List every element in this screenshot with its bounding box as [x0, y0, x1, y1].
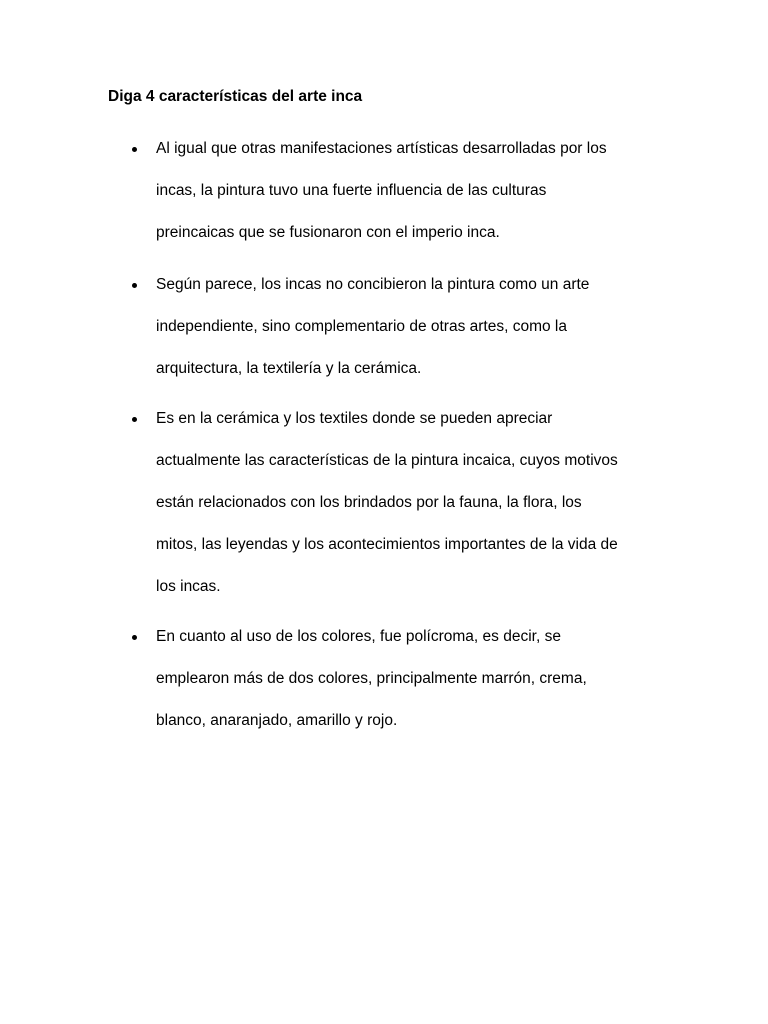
bullet-dot-icon [132, 635, 137, 640]
bullet-text-line: mitos, las leyendas y los acontecimientos importantes de la vida de [156, 536, 618, 553]
bullet-text-line: emplearon más de dos colores, principalmente marrón, crema, [156, 670, 587, 687]
document-heading: Diga 4 características del arte inca [108, 88, 363, 105]
bullet-text-line: independiente, sino complementario de otras artes, como la [156, 318, 567, 335]
bullet-dot-icon [132, 417, 137, 422]
bullet-text-line: En cuanto al uso de los colores, fue polícroma, es decir, se [156, 628, 561, 645]
bullet-text-line: están relacionados con los brindados por la fauna, la flora, los [156, 494, 582, 511]
bullet-text-line: incas, la pintura tuvo una fuerte influencia de las culturas [156, 182, 547, 199]
bullet-text-line: los incas. [156, 578, 221, 595]
bullet-text-line: Es en la cerámica y los textiles donde se pueden apreciar [156, 410, 553, 427]
bullet-text-line: Al igual que otras manifestaciones artísticas desarrolladas por los [156, 140, 607, 157]
bullet-text-line: arquitectura, la textilería y la cerámica. [156, 360, 422, 377]
bullet-text-line: actualmente las características de la pintura incaica, cuyos motivos [156, 452, 618, 469]
bullet-text-line: blanco, anaranjado, amarillo y rojo. [156, 712, 398, 729]
bullet-dot-icon [132, 147, 137, 152]
bullet-text-line: Según parece, los incas no concibieron la pintura como un arte [156, 276, 590, 293]
bullet-text-line: preincaicas que se fusionaron con el imperio inca. [156, 224, 500, 241]
bullet-dot-icon [132, 283, 137, 288]
